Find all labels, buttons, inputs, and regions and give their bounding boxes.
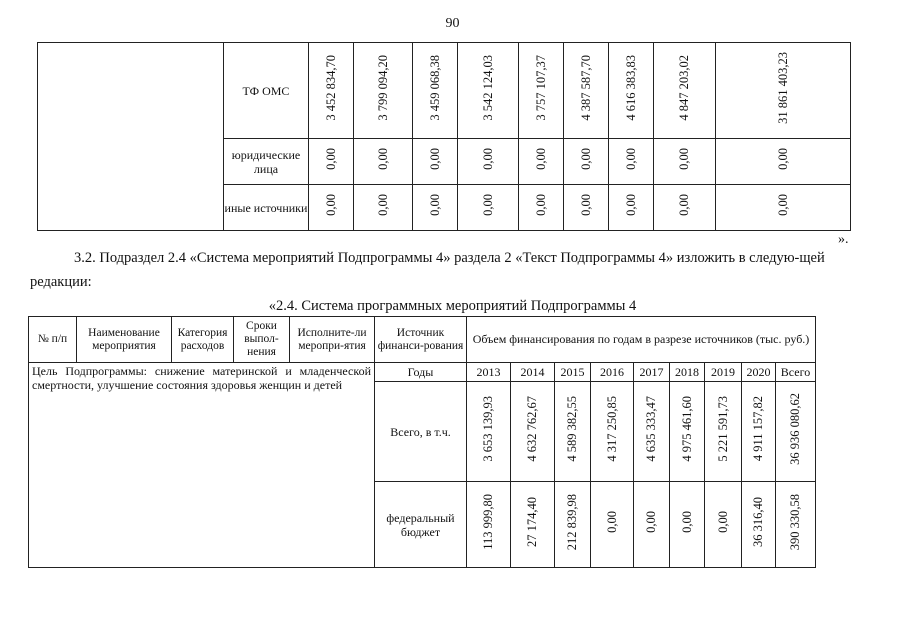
value-cell: 0,00: [623, 194, 638, 216]
value-cell: 3 653 139,93: [481, 396, 495, 462]
value-cell: 0,00: [323, 194, 338, 216]
value-cell: 0,00: [480, 148, 495, 170]
value-cell: 4 911 157,82: [751, 396, 765, 462]
value-cell: 0,00: [427, 194, 442, 216]
value-cell: 113 999,80: [481, 494, 495, 550]
year-cell: 2015: [555, 363, 591, 382]
year-cell: 2019: [705, 363, 742, 382]
source-cell: федеральный бюджет: [375, 482, 467, 568]
year-cell: 2017: [634, 363, 670, 382]
program-goal: Цель Подпрограммы: снижение материнской и младенческой смертности, улучшение состояния здоровья женщин и детей: [29, 363, 375, 568]
value-cell: 0,00: [578, 148, 593, 170]
table-row: [38, 43, 851, 139]
year-cell: 2014: [511, 363, 555, 382]
value-cell: 0,00: [623, 148, 638, 170]
value-cell: 0,00: [480, 194, 495, 216]
activities-table: [28, 316, 816, 568]
source-cell: Всего, в т.ч.: [375, 382, 467, 482]
year-cell: 2013: [467, 363, 511, 382]
value-cell: 0,00: [604, 511, 619, 533]
value-cell: 212 839,98: [565, 493, 579, 551]
value-cell: 5 221 591,73: [715, 396, 730, 462]
value-cell: 4 975 461,60: [679, 396, 694, 462]
page-number: 90: [445, 16, 460, 31]
total-cell: 0,00: [775, 194, 790, 216]
col-name-header: Наименование мероприятия: [77, 317, 172, 363]
paragraph-text: 3.2. Подраздел 2.4 «Система мероприятий Подпрограммы 4» раздела 2 «Текст Подпрограммы 4» изложить в следую-щей редакции:: [30, 250, 825, 290]
value-cell: 4 317 250,85: [604, 396, 619, 462]
total-cell: 390 330,58: [788, 493, 802, 551]
value-cell: 27 174,40: [525, 497, 539, 547]
value-cell: 0,00: [375, 194, 390, 216]
value-cell: 0,00: [533, 194, 548, 216]
value-cell: 0,00: [715, 511, 730, 533]
value-cell: 4 635 333,47: [644, 396, 658, 462]
year-cell: 2018: [670, 363, 705, 382]
value-cell: 0,00: [533, 148, 548, 170]
amendment-paragraph: [30, 246, 875, 294]
total-cell: 0,00: [775, 148, 790, 170]
year-total-cell: Всего: [776, 363, 816, 382]
value-cell: 0,00: [427, 148, 442, 170]
value-cell: 0,00: [677, 194, 691, 216]
value-cell: 0,00: [578, 194, 593, 216]
col-executors-header: Исполните-ли меропри-ятия: [290, 317, 375, 363]
source-cell: иные источники: [224, 185, 309, 231]
value-cell: 36 316,40: [751, 497, 765, 547]
total-cell: 31 861 403,23: [775, 52, 790, 124]
value-cell: 4 589 382,55: [565, 396, 579, 462]
value-cell: 0,00: [679, 511, 694, 533]
value-cell: 3 459 068,38: [427, 55, 442, 121]
section-title: «2.4. Система программных мероприятий Подпрограммы 4: [268, 298, 637, 314]
value-cell: 0,00: [677, 148, 691, 170]
total-cell: 36 936 080,62: [788, 393, 802, 465]
source-cell: ТФ ОМС: [224, 43, 309, 139]
value-cell: 3 757 107,37: [533, 55, 548, 121]
value-cell: 4 632 762,67: [525, 396, 539, 462]
year-cell: 2020: [742, 363, 776, 382]
years-row: [29, 363, 816, 382]
value-cell: 4 387 587,70: [578, 55, 593, 121]
year-cell: 2016: [591, 363, 634, 382]
top-funding-table: [37, 42, 851, 231]
header-row: [29, 317, 816, 363]
col-source-header: Источник финанси-рования: [375, 317, 467, 363]
value-cell: 4 847 203,02: [677, 55, 691, 121]
value-cell: 3 452 834,70: [323, 55, 338, 121]
years-label: Годы: [375, 363, 467, 382]
value-cell: 3 542 124,03: [480, 55, 495, 121]
col-num-header: № п/п: [29, 317, 77, 363]
col-terms-header: Сроки выпол-нения: [234, 317, 290, 363]
value-cell: 0,00: [323, 148, 338, 170]
source-cell: юридические лица: [224, 139, 309, 185]
empty-merged-cell: [38, 43, 224, 231]
col-funding-header: Объем финансирования по годам в разрезе источников (тыс. руб.): [467, 317, 816, 363]
closing-quote: ».: [838, 232, 849, 247]
value-cell: 0,00: [375, 148, 390, 170]
value-cell: 0,00: [644, 511, 658, 533]
col-category-header: Категория расходов: [172, 317, 234, 363]
value-cell: 3 799 094,20: [375, 55, 390, 121]
value-cell: 4 616 383,83: [623, 55, 638, 121]
